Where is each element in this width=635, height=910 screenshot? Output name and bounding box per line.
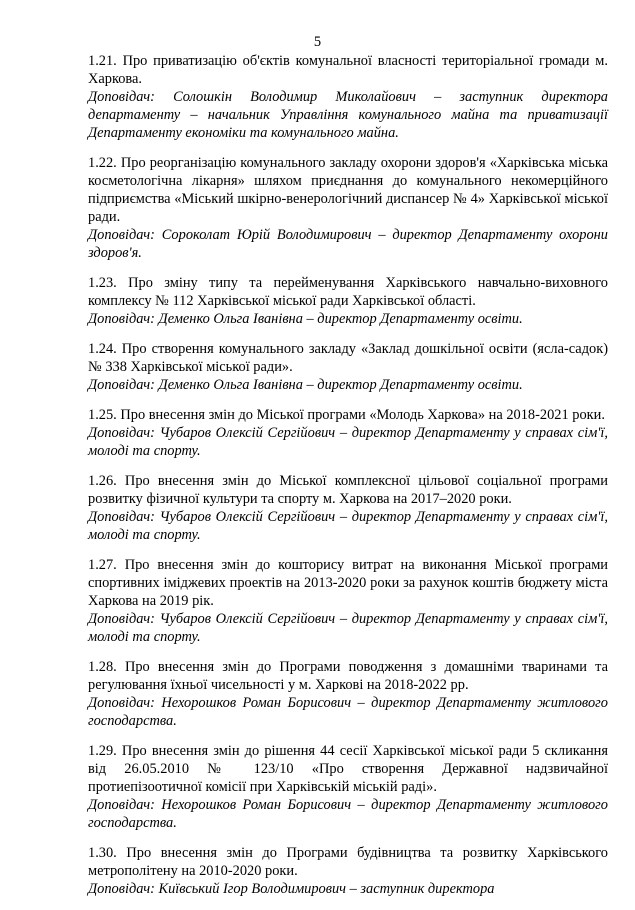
agenda-item-speaker xyxy=(88,424,608,460)
agenda-item xyxy=(88,274,608,328)
agenda-item-speaker xyxy=(88,310,608,328)
page-number: 5 xyxy=(313,34,322,50)
speaker-label: Доповідач: xyxy=(88,311,155,327)
speaker-text: Нехорошков Роман Борисович – директор Департаменту житлового господарства. xyxy=(88,695,608,729)
speaker-text: Деменко Ольга Іванівна – директор Департаменту освіти. xyxy=(158,311,523,327)
agenda-item-title: 1.22. Про реорганізацію комунального закладу охорони здоров'я «Харківська міська косметологічна лікарня» шляхом приєднання до комунального некомерційного підприємства «Міський шкірно-венерологічний диспансер № 4» Харківської міської ради. xyxy=(88,155,608,225)
speaker-label: Доповідач: xyxy=(88,797,155,813)
agenda-item-title: 1.30. Про внесення змін до Програми будівництва та розвитку Харківського метрополітену на 2010-2020 роки. xyxy=(88,845,608,879)
speaker-label: Доповідач: xyxy=(88,89,155,105)
agenda-item-speaker xyxy=(88,880,608,898)
speaker-label: Доповідач: xyxy=(88,227,155,243)
agenda-item-speaker xyxy=(88,796,608,832)
agenda-item-title: 1.28. Про внесення змін до Програми поводження з домашніми тваринами та регулювання їхньої чисельності у м. Харкові на 2018-2022 рр. xyxy=(88,659,608,693)
agenda-item-title: 1.25. Про внесення змін до Міської програми «Молодь Харкова» на 2018-2021 роки. xyxy=(88,407,605,423)
agenda-item-title: 1.27. Про внесення змін до кошторису витрат на виконання Міської програми спортивних іміджевих проектів на 2013-2020 роки за рахунок коштів бюджету міста Харкова на 2019 рік. xyxy=(88,557,608,609)
agenda-item-title: 1.29. Про внесення змін до рішення 44 сесії Харківської міської ради 5 скликання від 26.05.2010 № 123/10 «Про створення Державної надзвичайної протиепізоотичної комісії при Харківській міській раді». xyxy=(88,743,608,795)
agenda-item xyxy=(88,154,608,262)
agenda-item xyxy=(88,658,608,730)
speaker-label: Доповідач: xyxy=(88,611,155,627)
agenda-list xyxy=(88,52,608,910)
speaker-label: Доповідач: xyxy=(88,695,155,711)
speaker-text: Солошкін Володимир Миколайович – заступник директора департаменту – начальник Управління комунального майна та приватизації Департаменту економіки та комунального майна. xyxy=(88,89,608,141)
agenda-item-title: 1.26. Про внесення змін до Міської комплексної цільової соціальної програми розвитку фізичної культури та спорту м. Харкова на 2017–2020 роки. xyxy=(88,473,608,507)
speaker-label: Доповідач: xyxy=(88,377,155,393)
speaker-text: Чубаров Олексій Сергійович – директор Департаменту у справах сім'ї, молоді та спорту. xyxy=(88,611,608,645)
agenda-item-speaker xyxy=(88,610,608,646)
agenda-item xyxy=(88,472,608,544)
agenda-item-speaker xyxy=(88,508,608,544)
agenda-item xyxy=(88,844,608,898)
agenda-item-title: 1.21. Про приватизацію об'єктів комунальної власності територіальної громади м. Харкова. xyxy=(88,53,608,87)
speaker-label: Доповідач: xyxy=(88,425,155,441)
agenda-item-title: 1.24. Про створення комунального закладу «Заклад дошкільної освіти (ясла-садок) № 338 Харківської міської ради». xyxy=(88,341,608,375)
speaker-text: Сороколат Юрій Володимирович – директор Департаменту охорони здоров'я. xyxy=(88,227,608,261)
agenda-item-speaker xyxy=(88,226,608,262)
speaker-text: Київський Ігор Володимирович – заступник директора xyxy=(158,881,495,897)
agenda-item xyxy=(88,52,608,142)
speaker-label: Доповідач: xyxy=(88,881,155,897)
agenda-item xyxy=(88,742,608,832)
speaker-text: Деменко Ольга Іванівна – директор Департаменту освіти. xyxy=(158,377,523,393)
agenda-item-speaker xyxy=(88,694,608,730)
agenda-item-speaker xyxy=(88,376,608,394)
agenda-item xyxy=(88,406,608,460)
agenda-item-speaker xyxy=(88,88,608,142)
speaker-text: Чубаров Олексій Сергійович – директор Департаменту у справах сім'ї, молоді та спорту. xyxy=(88,425,608,459)
agenda-item xyxy=(88,556,608,646)
speaker-label: Доповідач: xyxy=(88,509,155,525)
speaker-text: Чубаров Олексій Сергійович – директор Департаменту у справах сім'ї, молоді та спорту. xyxy=(88,509,608,543)
agenda-item xyxy=(88,340,608,394)
speaker-text: Нехорошков Роман Борисович – директор Департаменту житлового господарства. xyxy=(88,797,608,831)
agenda-item-title: 1.23. Про зміну типу та перейменування Харківського навчально-виховного комплексу № 112 Харківської міської ради Харківської області. xyxy=(88,275,608,309)
